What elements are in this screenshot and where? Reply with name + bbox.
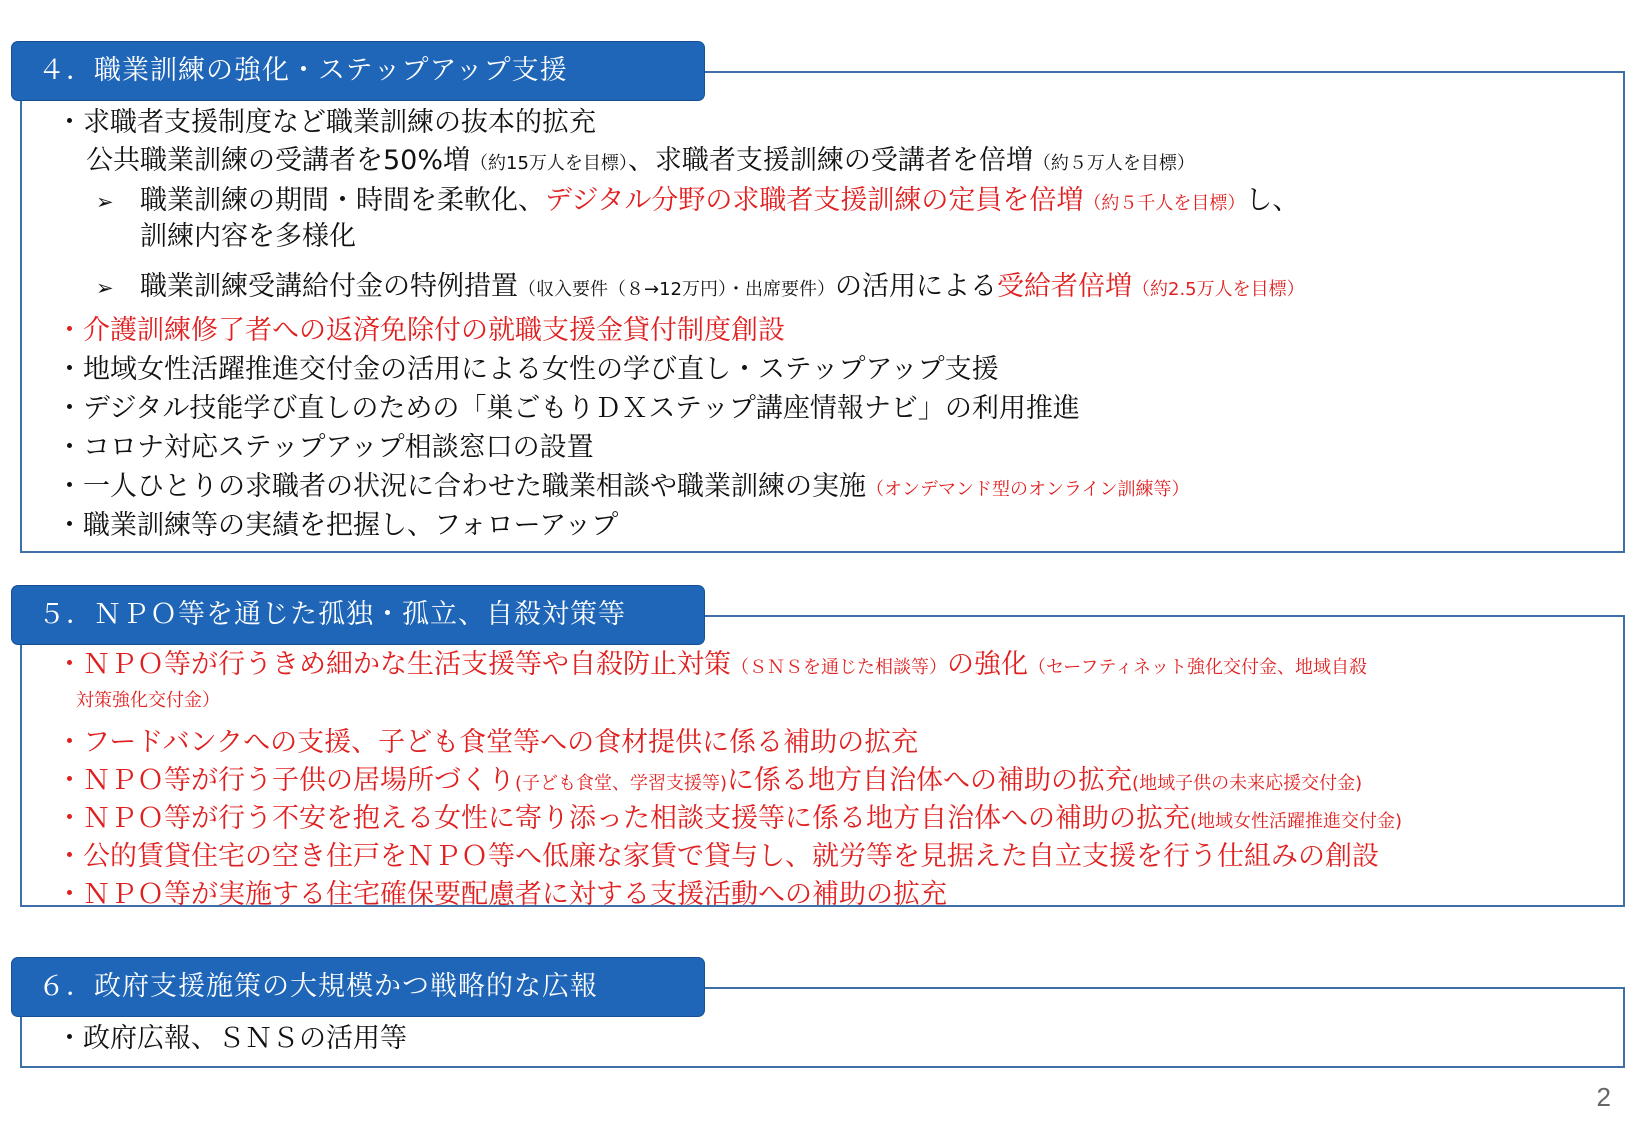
- s5-item-4: [56, 802, 1402, 839]
- section-6-title: ６．政府支援施策の大規模かつ戦略的な広報: [12, 958, 704, 1016]
- section-6: [20, 958, 1625, 1068]
- s5-item-3-c: に係る地方自治体への補助の拡充: [727, 765, 1133, 796]
- s4-bullet-2-d: 受給者倍増: [997, 271, 1132, 302]
- s5-item-3-a: ・ＮＰＯ等が行う子供の居場所づくり: [56, 765, 515, 796]
- s5-item-3-b: (子ども食堂、学習支援等): [515, 773, 728, 794]
- s4-bullet-2-b: （収入要件（８→12万円）・出席要件）: [518, 279, 835, 300]
- s4-item-6-b: （オンデマンド型のオンライン訓練等）: [866, 479, 1190, 500]
- s4-item-1-sub-d: （約５万人を目標）: [1032, 153, 1195, 174]
- s5-item-4-b: (地域女性活躍推進交付金): [1190, 811, 1403, 832]
- s4-bullet-2-c: の活用による: [835, 271, 997, 302]
- section-4-title: ４．職業訓練の強化・ステップアップ支援: [12, 42, 704, 100]
- section-5: [20, 586, 1625, 910]
- s4-bullet-1: [96, 184, 1299, 221]
- s4-bullet-1-cont: 訓練内容を多様化: [140, 221, 356, 252]
- section-4: [20, 42, 1625, 553]
- s4-item-5: ・コロナ対応ステップアップ相談窓口の設置: [56, 432, 594, 463]
- page-number: 2: [1596, 1082, 1611, 1112]
- s4-item-6-a: ・一人ひとりの求職者の状況に合わせた職業相談や職業訓練の実施: [56, 471, 866, 502]
- s5-item-2: ・フードバンクへの支援、子ども食堂等への食材提供に係る補助の拡充: [56, 727, 919, 758]
- s4-item-1-sub: [86, 144, 1195, 181]
- s5-item-1-a: ・ＮＰＯ等が行うきめ細かな生活支援等や自殺防止対策: [56, 649, 731, 680]
- s4-item-6: [56, 470, 1189, 507]
- s4-bullet-1-d: し、: [1245, 185, 1300, 216]
- s5-item-3-d: (地域子供の未来応援交付金): [1132, 773, 1363, 794]
- s4-bullet-2-e: （約2.5万人を目標）: [1132, 279, 1305, 300]
- s4-item-1-sub-a: 公共職業訓練の受講者を50%増: [86, 145, 471, 176]
- s5-item-1-cont: 対策強化交付金）: [76, 690, 220, 711]
- s5-item-1-d: （セーフティネット強化交付金、地域自殺: [1028, 657, 1367, 678]
- s5-item-1-b: （ＳＮＳを通じた相談等）: [731, 657, 947, 678]
- s4-bullet-2-a: 職業訓練受講給付金の特例措置: [140, 271, 518, 302]
- arrow-bullet-icon: ➢: [96, 276, 114, 300]
- s4-item-1: ・求職者支援制度など職業訓練の抜本的拡充: [56, 107, 596, 138]
- arrow-bullet-icon: ➢: [96, 190, 114, 214]
- s4-bullet-2: [96, 270, 1305, 307]
- s5-item-1: [56, 648, 1367, 685]
- s4-bullet-1-c: （約５千人を目標）: [1083, 193, 1246, 214]
- s5-item-5: ・公的賃貸住宅の空き住戸をＮＰＯ等へ低廉な家賃で貸与し、就労等を見据えた自立支援を行う仕組みの創設: [56, 841, 1379, 872]
- s5-item-4-a: ・ＮＰＯ等が行う不安を抱える女性に寄り添った相談支援等に係る地方自治体への補助の拡充: [56, 803, 1190, 834]
- s4-bullet-1-a: 職業訓練の期間・時間を柔軟化、: [140, 185, 545, 216]
- s5-item-1-c: の強化: [947, 649, 1028, 680]
- s4-bullet-1-b: デジタル分野の求職者支援訓練の定員を倍増: [545, 185, 1084, 216]
- s5-item-3: [56, 764, 1362, 801]
- section-5-title: ５．ＮＰＯ等を通じた孤独・孤立、自殺対策等: [12, 586, 704, 644]
- s4-item-2: ・介護訓練修了者への返済免除付の就職支援金貸付制度創設: [56, 315, 785, 346]
- s4-item-4: ・デジタル技能学び直しのための「巣ごもりＤＸステップ講座情報ナビ」の利用推進: [56, 393, 1080, 424]
- s4-item-1-sub-b: （約15万人を目標）: [470, 153, 628, 174]
- s6-item-1: ・政府広報、ＳＮＳの活用等: [56, 1023, 407, 1054]
- s4-item-1-sub-c: 、求職者支援訓練の受講者を倍増: [627, 145, 1033, 176]
- s5-item-6: ・ＮＰＯ等が実施する住宅確保要配慮者に対する支援活動への補助の拡充: [56, 879, 947, 910]
- s4-item-3: ・地域女性活躍推進交付金の活用による女性の学び直し・ステップアップ支援: [56, 354, 999, 385]
- s4-item-7: ・職業訓練等の実績を把握し、フォローアップ: [56, 510, 619, 541]
